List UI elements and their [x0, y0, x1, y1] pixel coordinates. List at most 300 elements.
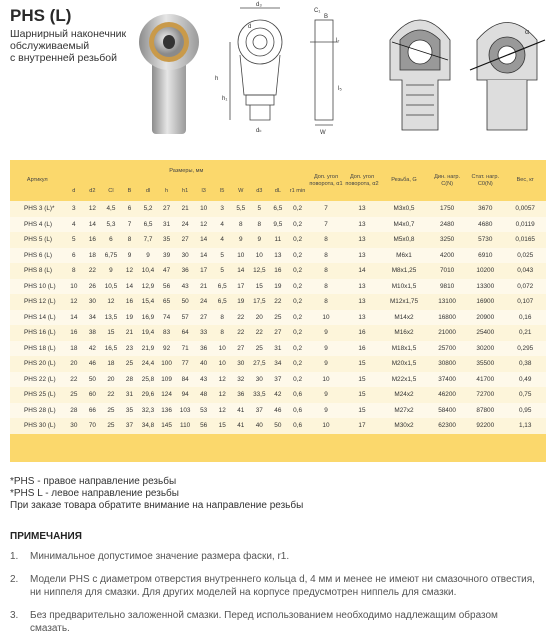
table-cell: 40: [250, 418, 269, 434]
header-dim: Cl: [108, 188, 114, 194]
table-cell: 39: [157, 248, 176, 264]
table-cell: 7: [308, 201, 344, 217]
table-cell: 24: [176, 217, 195, 233]
cell-article: PHS 8 (L): [10, 263, 65, 279]
cell-article: PHS 30 (L): [10, 418, 65, 434]
table-cell: 41: [231, 403, 250, 419]
table-cell: 17: [231, 279, 250, 295]
table-cell: 4: [213, 232, 232, 248]
table-cell: 22: [102, 387, 121, 403]
table-cell: 2480: [428, 217, 466, 233]
cell-article: PHS 16 (L): [10, 325, 65, 341]
table-cell: 4680: [466, 217, 504, 233]
spec-table: [10, 160, 546, 434]
notes-section-title: ПРИМЕЧАНИЯ: [10, 531, 82, 542]
note-line: При заказе товара обратите внимание на направление резьбы: [10, 500, 304, 511]
table-cell: 0,0057: [504, 201, 546, 217]
notes-list: [10, 550, 540, 638]
table-cell: 6910: [466, 248, 504, 264]
label-d: d: [248, 24, 252, 30]
table-cell: 9810: [428, 279, 466, 295]
table-cell: 0,2: [287, 279, 308, 295]
cell-article: PHS 6 (L): [10, 248, 65, 264]
table-cell: 16800: [428, 310, 466, 326]
table-cell: 16: [269, 263, 288, 279]
table-cell: 0,2: [287, 310, 308, 326]
table-cell: 71: [176, 341, 195, 357]
table-cell: 22: [250, 325, 269, 341]
header-dyn-load: Дин. нагр. C(N): [434, 173, 461, 187]
page-subtitle: [10, 28, 150, 64]
label-l7: l₇: [336, 38, 340, 44]
table-cell: 40: [194, 356, 213, 372]
table-cell: 0,107: [504, 294, 546, 310]
table-cell: 24,4: [139, 356, 158, 372]
table-cell: 41700: [466, 372, 504, 388]
header-weight: Вес, кг: [516, 177, 534, 183]
table-cell: 25: [250, 341, 269, 357]
table-cell: 15: [102, 325, 121, 341]
table-cell: 65: [157, 294, 176, 310]
table-cell: 66: [83, 403, 102, 419]
table-cell: 20: [102, 372, 121, 388]
table-cell: M10x1,5: [380, 279, 428, 295]
table-cell: 10: [194, 201, 213, 217]
table-cell: 30: [231, 356, 250, 372]
header-dim: B: [127, 188, 132, 194]
table-cell: 13300: [466, 279, 504, 295]
table-row: [10, 341, 546, 357]
table-cell: 9: [139, 248, 158, 264]
table-cell: 38: [83, 325, 102, 341]
table-cell: 37: [120, 418, 139, 434]
table-cell: 16: [120, 294, 139, 310]
table-cell: 34: [269, 356, 288, 372]
table-cell: 25: [102, 418, 121, 434]
table-cell: 25: [102, 403, 121, 419]
table-cell: 14: [194, 232, 213, 248]
table-cell: 4: [65, 217, 84, 233]
header-dim: d: [72, 188, 76, 194]
cell-article: PHS 25 (L): [10, 387, 65, 403]
table-cell: 3670: [466, 201, 504, 217]
table-row: [10, 248, 546, 264]
table-cell: 14: [65, 310, 84, 326]
table-cell: 6,5: [213, 279, 232, 295]
table-row: [10, 310, 546, 326]
table-cell: 0,2: [287, 248, 308, 264]
table-cell: M14x2: [380, 310, 428, 326]
table-cell: 16: [344, 341, 380, 357]
table-cell: 30800: [428, 356, 466, 372]
table-cell: 7010: [428, 263, 466, 279]
note-item: [10, 609, 540, 635]
table-cell: 37: [250, 403, 269, 419]
page-title: PHS (L): [10, 6, 72, 25]
table-cell: 8: [308, 263, 344, 279]
table-cell: 37: [269, 372, 288, 388]
table-cell: 21: [194, 279, 213, 295]
note-text: Без предварительно заложенной смазки. Перед использованием необходимо надлежащим образом смазать.: [30, 610, 498, 634]
table-cell: 124: [157, 387, 176, 403]
table-cell: 10,5: [102, 279, 121, 295]
table-cell: 28: [120, 372, 139, 388]
header-group-dimensions: Размеры, мм: [169, 167, 204, 174]
table-cell: 1,13: [504, 418, 546, 434]
table-cell: 27: [176, 232, 195, 248]
table-cell: 6: [65, 248, 84, 264]
table-cell: M6x1: [380, 248, 428, 264]
table-cell: 0,2: [287, 217, 308, 233]
cell-article: PHS 14 (L): [10, 310, 65, 326]
table-cell: 0,2: [287, 356, 308, 372]
note-text: Минимальное допустимое значение размера фаски, r1.: [30, 551, 290, 562]
table-cell: 4200: [428, 248, 466, 264]
table-cell: 43: [194, 372, 213, 388]
table-cell: 22: [269, 294, 288, 310]
header-dim: l5: [220, 188, 225, 194]
table-cell: 12,5: [250, 263, 269, 279]
table-cell: 33: [194, 325, 213, 341]
table-cell: 10200: [466, 263, 504, 279]
cell-article: PHS 20 (L): [10, 356, 65, 372]
table-cell: 15: [344, 403, 380, 419]
table-cell: 9: [308, 341, 344, 357]
table-cell: 8: [65, 263, 84, 279]
table-cell: 31: [157, 217, 176, 233]
table-cell: 23: [120, 341, 139, 357]
table-cell: 60: [83, 387, 102, 403]
table-cell: 0,0165: [504, 232, 546, 248]
table-cell: 16: [344, 325, 380, 341]
table-cell: 24: [194, 294, 213, 310]
table-row: [10, 294, 546, 310]
table-cell: 25: [65, 387, 84, 403]
header-dim: r1 min: [289, 188, 306, 194]
table-cell: 31: [120, 387, 139, 403]
table-cell: 25,8: [139, 372, 158, 388]
subtitle-line: с внутренней резьбой: [10, 52, 117, 64]
table-cell: 10: [65, 279, 84, 295]
table-cell: 10: [308, 418, 344, 434]
header-dim: h1: [182, 188, 189, 194]
header-angle2: Доп. угол поворота, α2: [345, 173, 379, 187]
table-cell: 0,0119: [504, 217, 546, 233]
note-number: 3.: [10, 610, 19, 621]
header-dim: W: [238, 188, 244, 194]
header-dim: d3: [256, 188, 263, 194]
table-cell: 46: [83, 356, 102, 372]
spec-table-body: [10, 201, 546, 434]
table-cell: 0,95: [504, 403, 546, 419]
table-cell: 14: [231, 263, 250, 279]
table-cell: 20: [250, 310, 269, 326]
table-cell: 10: [308, 372, 344, 388]
angle-drawing: [465, 0, 550, 140]
table-cell: 0,2: [287, 325, 308, 341]
table-cell: 9: [120, 248, 139, 264]
header-dim: dL: [274, 188, 281, 194]
cell-article: PHS 4 (L): [10, 217, 65, 233]
table-cell: 7: [308, 217, 344, 233]
table-cell: 25400: [466, 325, 504, 341]
table-cell: 84: [176, 372, 195, 388]
table-cell: M22x1,5: [380, 372, 428, 388]
table-cell: 58400: [428, 403, 466, 419]
cell-article: PHS 18 (L): [10, 341, 65, 357]
header-stat-load: Стат. нагр. C0(N): [471, 173, 500, 187]
table-cell: 0,295: [504, 341, 546, 357]
table-cell: 22: [231, 310, 250, 326]
table-cell: 8: [308, 294, 344, 310]
table-cell: 26: [83, 279, 102, 295]
cell-article: PHS 12 (L): [10, 294, 65, 310]
table-cell: 19,4: [139, 325, 158, 341]
table-cell: 8: [250, 217, 269, 233]
label-b: B: [324, 14, 329, 20]
table-cell: 0,6: [287, 418, 308, 434]
table-cell: 0,21: [504, 325, 546, 341]
table-row: [10, 263, 546, 279]
table-cell: 25: [120, 356, 139, 372]
table-cell: 0,2: [287, 341, 308, 357]
table-cell: 74: [157, 310, 176, 326]
table-cell: 13,5: [102, 310, 121, 326]
table-cell: M20x1,5: [380, 356, 428, 372]
table-cell: 9: [102, 263, 121, 279]
table-cell: 87800: [466, 403, 504, 419]
table-cell: 10: [213, 341, 232, 357]
table-cell: 12,9: [139, 279, 158, 295]
table-cell: 3: [213, 201, 232, 217]
note-line: *PHS L - левое направление резьбы: [10, 488, 179, 499]
table-cell: 21000: [428, 325, 466, 341]
table-cell: 8: [213, 325, 232, 341]
label-d3: d₃: [256, 2, 262, 8]
table-cell: 43: [176, 279, 195, 295]
table-cell: 94: [176, 387, 195, 403]
table-cell: 17: [344, 418, 380, 434]
note-item: [10, 550, 540, 563]
table-cell: 14: [83, 217, 102, 233]
table-cell: 37400: [428, 372, 466, 388]
table-cell: 21,9: [139, 341, 158, 357]
table-cell: 21: [176, 201, 195, 217]
table-cell: 27: [194, 310, 213, 326]
table-cell: 33,5: [250, 387, 269, 403]
table-cell: 16: [65, 325, 84, 341]
table-cell: 46: [269, 403, 288, 419]
table-cell: 13: [344, 201, 380, 217]
table-cell: 14: [344, 263, 380, 279]
table-cell: 12: [83, 201, 102, 217]
table-cell: 15: [344, 387, 380, 403]
table-cell: 30: [65, 418, 84, 434]
table-cell: M12x1,75: [380, 294, 428, 310]
table-cell: 27: [157, 201, 176, 217]
table-cell: 0,072: [504, 279, 546, 295]
table-cell: 18: [83, 248, 102, 264]
table-cell: 46200: [428, 387, 466, 403]
table-cell: 16,5: [102, 341, 121, 357]
table-cell: M18x1,5: [380, 341, 428, 357]
header-angle1: Доп. угол поворота, α1: [309, 173, 343, 187]
table-cell: 70: [83, 418, 102, 434]
table-row: [10, 356, 546, 372]
cell-article: PHS 3 (L)*: [10, 201, 65, 217]
table-cell: 53: [194, 403, 213, 419]
table-cell: 16,9: [139, 310, 158, 326]
table-cell: 19: [269, 279, 288, 295]
table-cell: 10: [308, 310, 344, 326]
header-dim: l3: [201, 188, 206, 194]
table-cell: 5,2: [139, 201, 158, 217]
table-cell: 6,5: [139, 217, 158, 233]
table-cell: 16900: [466, 294, 504, 310]
table-row: [10, 232, 546, 248]
table-row: [10, 372, 546, 388]
table-cell: 22: [231, 325, 250, 341]
table-cell: 35500: [466, 356, 504, 372]
table-cell: 41: [231, 418, 250, 434]
cell-article: PHS 5 (L): [10, 232, 65, 248]
table-row: [10, 418, 546, 434]
table-cell: 5: [213, 248, 232, 264]
table-cell: 19: [231, 294, 250, 310]
table-cell: 62300: [428, 418, 466, 434]
table-cell: 17: [194, 263, 213, 279]
table-cell: 10,4: [139, 263, 158, 279]
table-cell: M24x2: [380, 387, 428, 403]
table-cell: 83: [157, 325, 176, 341]
table-cell: 3: [65, 201, 84, 217]
table-cell: 42: [83, 341, 102, 357]
table-cell: 9: [231, 232, 250, 248]
table-cell: 6: [120, 201, 139, 217]
table-cell: 36: [231, 387, 250, 403]
table-cell: 47: [157, 263, 176, 279]
table-cell: 0,2: [287, 232, 308, 248]
table-cell: 0,38: [504, 356, 546, 372]
table-cell: 0,49: [504, 372, 546, 388]
table-cell: 5: [213, 263, 232, 279]
spec-table-container: [10, 160, 546, 462]
table-cell: 36: [194, 341, 213, 357]
label-dk: dₖ: [256, 128, 262, 134]
table-cell: M27x2: [380, 403, 428, 419]
cell-article: PHS 22 (L): [10, 372, 65, 388]
table-cell: 35: [157, 232, 176, 248]
table-cell: 64: [176, 325, 195, 341]
header-article: Артикул: [26, 177, 48, 183]
table-cell: 109: [157, 372, 176, 388]
table-cell: 15: [344, 356, 380, 372]
table-cell: 50: [269, 418, 288, 434]
table-row: [10, 403, 546, 419]
table-cell: 15: [213, 418, 232, 434]
table-cell: 12: [65, 294, 84, 310]
table-cell: 0,75: [504, 387, 546, 403]
table-row: [10, 387, 546, 403]
table-cell: 22: [65, 372, 84, 388]
table-cell: 145: [157, 418, 176, 434]
table-cell: M4x0,7: [380, 217, 428, 233]
table-cell: 0,025: [504, 248, 546, 264]
table-cell: 9: [308, 325, 344, 341]
table-cell: 7: [120, 217, 139, 233]
table-cell: 6,5: [213, 294, 232, 310]
table-cell: 5730: [466, 232, 504, 248]
table-cell: 8: [231, 217, 250, 233]
table-cell: M8x1,25: [380, 263, 428, 279]
table-cell: 13: [344, 310, 380, 326]
table-cell: 6,75: [102, 248, 121, 264]
table-cell: 17,5: [250, 294, 269, 310]
table-cell: 5,5: [231, 201, 250, 217]
table-cell: 10: [231, 248, 250, 264]
table-cell: 30: [176, 248, 195, 264]
table-cell: 30: [250, 372, 269, 388]
table-cell: 12: [102, 294, 121, 310]
table-cell: 8: [120, 232, 139, 248]
table-cell: 42: [269, 387, 288, 403]
table-cell: 56: [157, 279, 176, 295]
table-cell: 15,4: [139, 294, 158, 310]
table-cell: 8: [308, 279, 344, 295]
table-cell: 13100: [428, 294, 466, 310]
table-cell: 5: [65, 232, 84, 248]
table-cell: 15: [250, 279, 269, 295]
table-cell: 13: [344, 279, 380, 295]
table-cell: 36: [176, 263, 195, 279]
header-thread: Резьба, G: [391, 177, 417, 183]
table-cell: 21: [120, 325, 139, 341]
note-item: [10, 573, 540, 599]
table-cell: 92: [157, 341, 176, 357]
cell-article: PHS 10 (L): [10, 279, 65, 295]
table-cell: 27: [231, 341, 250, 357]
table-cell: 13: [344, 248, 380, 264]
subtitle-line: Шарнирный наконечник: [10, 28, 127, 40]
table-cell: 6: [102, 232, 121, 248]
table-cell: 0,2: [287, 201, 308, 217]
table-row: [10, 201, 546, 217]
table-cell: 30200: [466, 341, 504, 357]
table-cell: 29,6: [139, 387, 158, 403]
table-cell: 110: [176, 418, 195, 434]
label-h1: h₁: [222, 96, 228, 102]
table-cell: 48: [194, 387, 213, 403]
table-cell: 0,6: [287, 403, 308, 419]
table-row: [10, 325, 546, 341]
table-cell: 12: [213, 387, 232, 403]
note-number: 1.: [10, 551, 19, 562]
table-cell: 18: [102, 356, 121, 372]
table-cell: 9: [250, 232, 269, 248]
table-cell: 8: [213, 310, 232, 326]
table-cell: 7,7: [139, 232, 158, 248]
table-cell: 57: [176, 310, 195, 326]
header-dim: d2: [89, 188, 96, 194]
table-cell: 0,6: [287, 387, 308, 403]
table-cell: 103: [176, 403, 195, 419]
table-cell: 5,3: [102, 217, 121, 233]
table-cell: 13: [344, 294, 380, 310]
table-cell: 56: [194, 418, 213, 434]
table-cell: 8: [308, 248, 344, 264]
table-cell: 5: [250, 201, 269, 217]
table-cell: 18: [65, 341, 84, 357]
